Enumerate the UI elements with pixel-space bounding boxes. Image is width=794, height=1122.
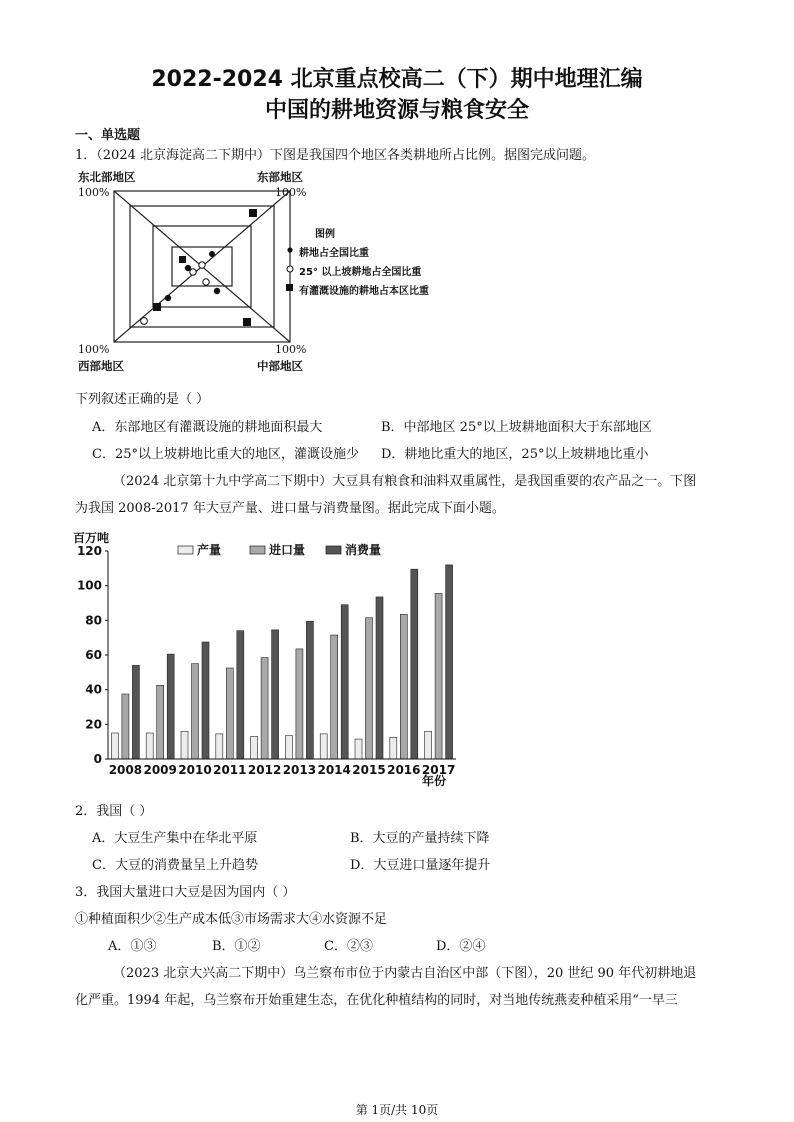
corner-label-west-region: 西部地区 bbox=[78, 359, 124, 373]
question-1-option-a: A．东部地区有灌溉设施的耕地面积最大 bbox=[92, 420, 323, 435]
marker-cropland-west bbox=[165, 295, 171, 301]
passage-2-line-1: （2024 北京第十九中学高二下期中）大豆具有粮食和油料双重属性，是我国重要的农产品之一。下图 bbox=[113, 474, 697, 489]
question-2-option-c: C．大豆的消费量呈上升趋势 bbox=[92, 858, 258, 873]
question-3-option-c: C．②③ bbox=[324, 939, 373, 954]
bar-production bbox=[425, 731, 432, 759]
y-tick-label: 40 bbox=[85, 682, 102, 697]
x-tick-label: 2009 bbox=[143, 763, 177, 777]
y-tick-label: 0 bbox=[93, 752, 102, 766]
corner-label-east-region: 东部地区 bbox=[257, 170, 303, 184]
bar-consumption bbox=[202, 642, 209, 759]
y-axis-unit: 百万吨 bbox=[73, 531, 110, 545]
x-tick-label: 2013 bbox=[282, 763, 317, 777]
x-tick-label: 2011 bbox=[213, 763, 247, 777]
y-tick-label: 100 bbox=[76, 578, 102, 593]
question-1-stem: 1．（2024 北京海淀高二下期中）下图是我国四个地区各类耕地所占比例。据图完成问题。 bbox=[75, 148, 595, 163]
x-tick-label: 2014 bbox=[317, 763, 351, 777]
legend-filled-square-icon bbox=[286, 284, 293, 291]
passage-3-line-1: （2023 北京大兴高二下期中）乌兰察布市位于内蒙古自治区中部（下图），20 世纪 90 年代初耕地退 bbox=[113, 966, 697, 981]
marker-cropland-central bbox=[214, 288, 220, 294]
marker-irrigated-east bbox=[249, 209, 257, 217]
bar-production bbox=[181, 731, 188, 759]
legend-label: 消费量 bbox=[345, 543, 382, 557]
corner-percent-sw: 100% bbox=[78, 343, 110, 356]
bar-imports bbox=[261, 658, 268, 759]
legend-label: 进口量 bbox=[269, 543, 306, 557]
bar-imports bbox=[192, 664, 199, 759]
bar-consumption bbox=[376, 597, 383, 759]
legend-item-cropland-share: 耕地占全国比重 bbox=[299, 248, 369, 259]
y-tick-label: 120 bbox=[76, 544, 102, 558]
cropland-ratio-diagram bbox=[75, 166, 455, 376]
y-tick-label: 20 bbox=[85, 717, 102, 732]
question-1-option-d: D．耕地比重大的地区，25°以上坡耕地比重小 bbox=[381, 447, 649, 462]
corner-percent-se: 100% bbox=[275, 343, 307, 356]
question-1-option-b: B．中部地区 25°以上坡耕地面积大于东部地区 bbox=[381, 420, 652, 435]
bar-consumption bbox=[167, 654, 174, 759]
x-tick-label: 2016 bbox=[387, 763, 421, 777]
bar-consumption bbox=[306, 621, 313, 759]
x-tick-label: 2008 bbox=[108, 763, 143, 777]
legend-label: 产量 bbox=[197, 543, 222, 557]
bar-imports bbox=[400, 614, 407, 759]
bar-imports bbox=[366, 618, 373, 759]
bar-imports bbox=[157, 685, 164, 759]
bar-production bbox=[111, 733, 118, 759]
bar-consumption bbox=[411, 569, 418, 759]
legend-filled-dot-icon bbox=[287, 247, 292, 252]
x-tick-label: 2017 bbox=[421, 763, 456, 777]
bar-production bbox=[216, 734, 223, 759]
question-3-option-a: A．①③ bbox=[108, 939, 157, 954]
marker-irrigated-northeast bbox=[179, 256, 186, 263]
question-3-option-b: B．①② bbox=[212, 939, 261, 954]
bar-consumption bbox=[446, 565, 453, 759]
question-2-option-d: D．大豆进口量逐年提升 bbox=[350, 858, 491, 873]
bar-production bbox=[285, 736, 292, 759]
marker-irrigated-central bbox=[243, 318, 251, 326]
legend-swatch bbox=[178, 546, 193, 554]
legend-title: 图例 bbox=[315, 229, 335, 240]
corner-label-central-region: 中部地区 bbox=[257, 359, 303, 373]
corner-label-northeast-region: 东北部地区 bbox=[78, 170, 136, 184]
marker-slope-central bbox=[203, 279, 209, 285]
document-subtitle: 中国的耕地资源与粮食安全 bbox=[264, 98, 529, 123]
section-heading: 一、单选题 bbox=[75, 128, 141, 143]
question-2-stem: 2．我国（ ） bbox=[75, 804, 153, 819]
bar-production bbox=[146, 733, 153, 759]
question-1-option-c: C．25°以上坡耕地比重大的地区，灌溉设施少 bbox=[92, 447, 359, 462]
bar-imports bbox=[331, 635, 338, 759]
corner-percent-nw: 100% bbox=[78, 186, 110, 199]
question-2-option-a: A．大豆生产集中在华北平原 bbox=[92, 831, 258, 846]
bar-consumption bbox=[272, 630, 279, 759]
legend-item-irrigated-share: 有灌溉设施的耕地占本区比重 bbox=[299, 286, 429, 297]
question-3-option-d: D．②④ bbox=[436, 939, 486, 954]
bar-imports bbox=[296, 649, 303, 759]
question-2-option-b: B．大豆的产量持续下降 bbox=[350, 831, 490, 846]
x-axis-title: 年份 bbox=[422, 774, 447, 788]
bar-production bbox=[355, 739, 362, 759]
marker-slope-west bbox=[141, 318, 148, 325]
bar-consumption bbox=[237, 631, 244, 759]
x-tick-label: 2015 bbox=[352, 763, 386, 777]
x-tick-label: 2012 bbox=[247, 763, 282, 777]
question-1-prompt: 下列叙述正确的是（ ） bbox=[75, 392, 210, 407]
corner-percent-ne: 100% bbox=[275, 186, 307, 199]
bar-consumption bbox=[132, 665, 139, 759]
page-number: 第 1页/共 10页 bbox=[355, 1103, 439, 1117]
marker-cropland-east bbox=[209, 251, 215, 257]
marker-slope-east bbox=[199, 262, 205, 268]
legend-swatch bbox=[250, 546, 265, 554]
legend-swatch bbox=[326, 546, 341, 554]
bar-production bbox=[320, 734, 327, 759]
soybean-bar-chart bbox=[70, 527, 470, 792]
bar-production bbox=[390, 737, 397, 759]
passage-2-line-2: 为我国 2008-2017 年大豆产量、进口量与消费量图。据此完成下面小题。 bbox=[75, 501, 505, 516]
document-title: 2022-2024 北京重点校高二（下）期中地理汇编 bbox=[151, 67, 643, 92]
legend-item-slope-share: 25° 以上坡耕地占全国比重 bbox=[299, 267, 422, 278]
y-tick-label: 60 bbox=[85, 648, 102, 662]
y-tick-label: 80 bbox=[85, 613, 102, 628]
bar-imports bbox=[122, 694, 129, 759]
passage-3-line-2: 化严重。1994 年起，乌兰察布开始重建生态，在优化种植结构的同时，对当地传统燕麦种植采用“一早三 bbox=[75, 993, 678, 1008]
bar-imports bbox=[226, 668, 233, 759]
bar-imports bbox=[435, 593, 442, 759]
marker-irrigated-west bbox=[153, 303, 161, 311]
bar-production bbox=[251, 736, 258, 759]
question-3-statements: ①种植面积少②生产成本低③市场需求大④水资源不足 bbox=[75, 912, 388, 927]
x-tick-label: 2010 bbox=[178, 763, 212, 777]
marker-slope-northeast bbox=[190, 269, 196, 275]
legend-open-circle-icon bbox=[287, 266, 293, 272]
question-3-stem: 3．我国大量进口大豆是因为国内（ ） bbox=[75, 885, 296, 900]
bar-consumption bbox=[341, 605, 348, 759]
